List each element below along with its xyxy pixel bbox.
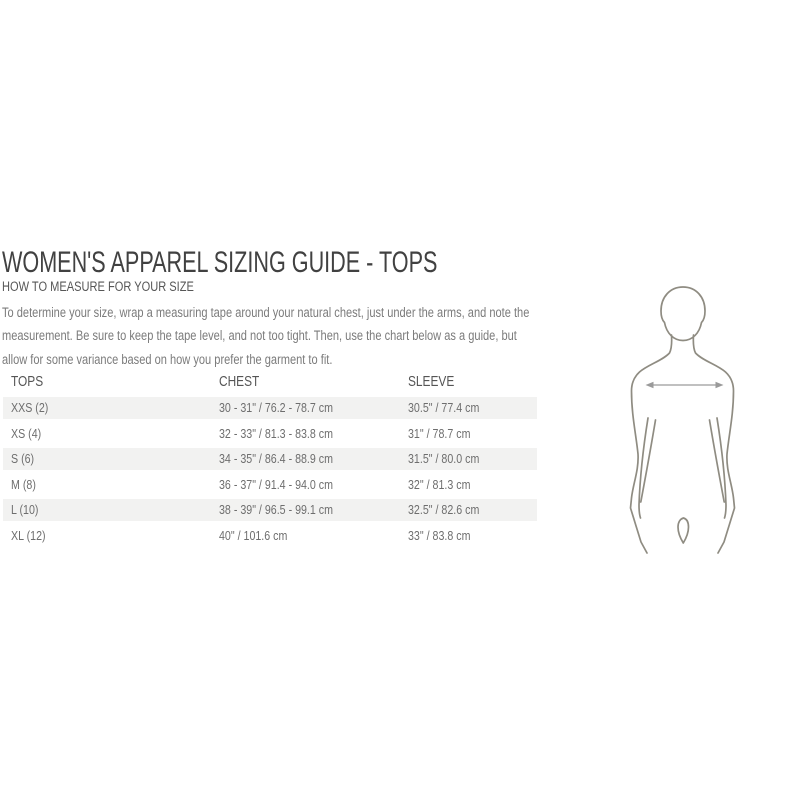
page-title: WOMEN'S APPAREL SIZING GUIDE - TOPS bbox=[2, 246, 438, 279]
cell-chest: 30 - 31" / 76.2 - 78.7 cm bbox=[219, 400, 334, 416]
intro-line: To determine your size, wrap a measuring tape around your natural chest, just under the arms, and note the bbox=[2, 305, 530, 320]
silhouette-crotch-mark bbox=[678, 518, 689, 543]
cell-size: XS (4) bbox=[11, 425, 42, 441]
cell-chest: 34 - 35" / 86.4 - 88.9 cm bbox=[219, 451, 334, 467]
intro-line: allow for some variance based on how you prefer the garment to fit. bbox=[2, 351, 333, 367]
table-row bbox=[3, 395, 537, 421]
silhouette-arm-gap-right bbox=[710, 418, 727, 518]
silhouette-arm-gap-left bbox=[639, 418, 656, 518]
cell-size: XXS (2) bbox=[11, 400, 49, 416]
intro-paragraph bbox=[2, 301, 645, 371]
intro-line: measurement. Be sure to keep the tape level, and not too tight. Then, use the chart below as a guide, but bbox=[2, 328, 517, 344]
cell-sleeve: 30.5" / 77.4 cm bbox=[408, 400, 480, 416]
silhouette-head bbox=[661, 287, 705, 341]
female-torso-silhouette bbox=[627, 284, 739, 556]
cell-sleeve: 32.5" / 82.6 cm bbox=[408, 502, 480, 518]
chest-measurement-arrow bbox=[646, 382, 724, 389]
header-cell-tops: TOPS bbox=[11, 374, 44, 390]
cell-chest: 38 - 39" / 96.5 - 99.1 cm bbox=[219, 502, 334, 518]
cell-sleeve: 31" / 78.7 cm bbox=[408, 425, 471, 441]
table-row bbox=[3, 421, 537, 447]
arrow-head-right bbox=[716, 382, 724, 389]
arrow-head-left bbox=[646, 382, 654, 389]
section-heading: HOW TO MEASURE FOR YOUR SIZE bbox=[2, 279, 194, 294]
cell-sleeve: 33" / 83.8 cm bbox=[408, 527, 471, 543]
table-row bbox=[3, 523, 537, 549]
header-cell-chest: CHEST bbox=[219, 374, 260, 390]
size-table bbox=[3, 369, 537, 548]
cell-size: S (6) bbox=[11, 451, 35, 467]
cell-size: L (10) bbox=[11, 502, 39, 518]
cell-sleeve: 31.5" / 80.0 cm bbox=[408, 451, 480, 467]
table-row bbox=[3, 472, 537, 498]
table-header-row bbox=[3, 369, 537, 395]
cell-sleeve: 32" / 81.3 cm bbox=[408, 476, 471, 492]
cell-size: XL (12) bbox=[11, 527, 46, 543]
cell-size: M (8) bbox=[11, 476, 36, 492]
cell-chest: 32 - 33" / 81.3 - 83.8 cm bbox=[219, 425, 334, 441]
table-row bbox=[3, 446, 537, 472]
cell-chest: 40" / 101.6 cm bbox=[219, 527, 288, 543]
header-cell-sleeve: SLEEVE bbox=[408, 374, 455, 390]
cell-chest: 36 - 37" / 91.4 - 94.0 cm bbox=[219, 476, 334, 492]
table-row bbox=[3, 497, 537, 523]
